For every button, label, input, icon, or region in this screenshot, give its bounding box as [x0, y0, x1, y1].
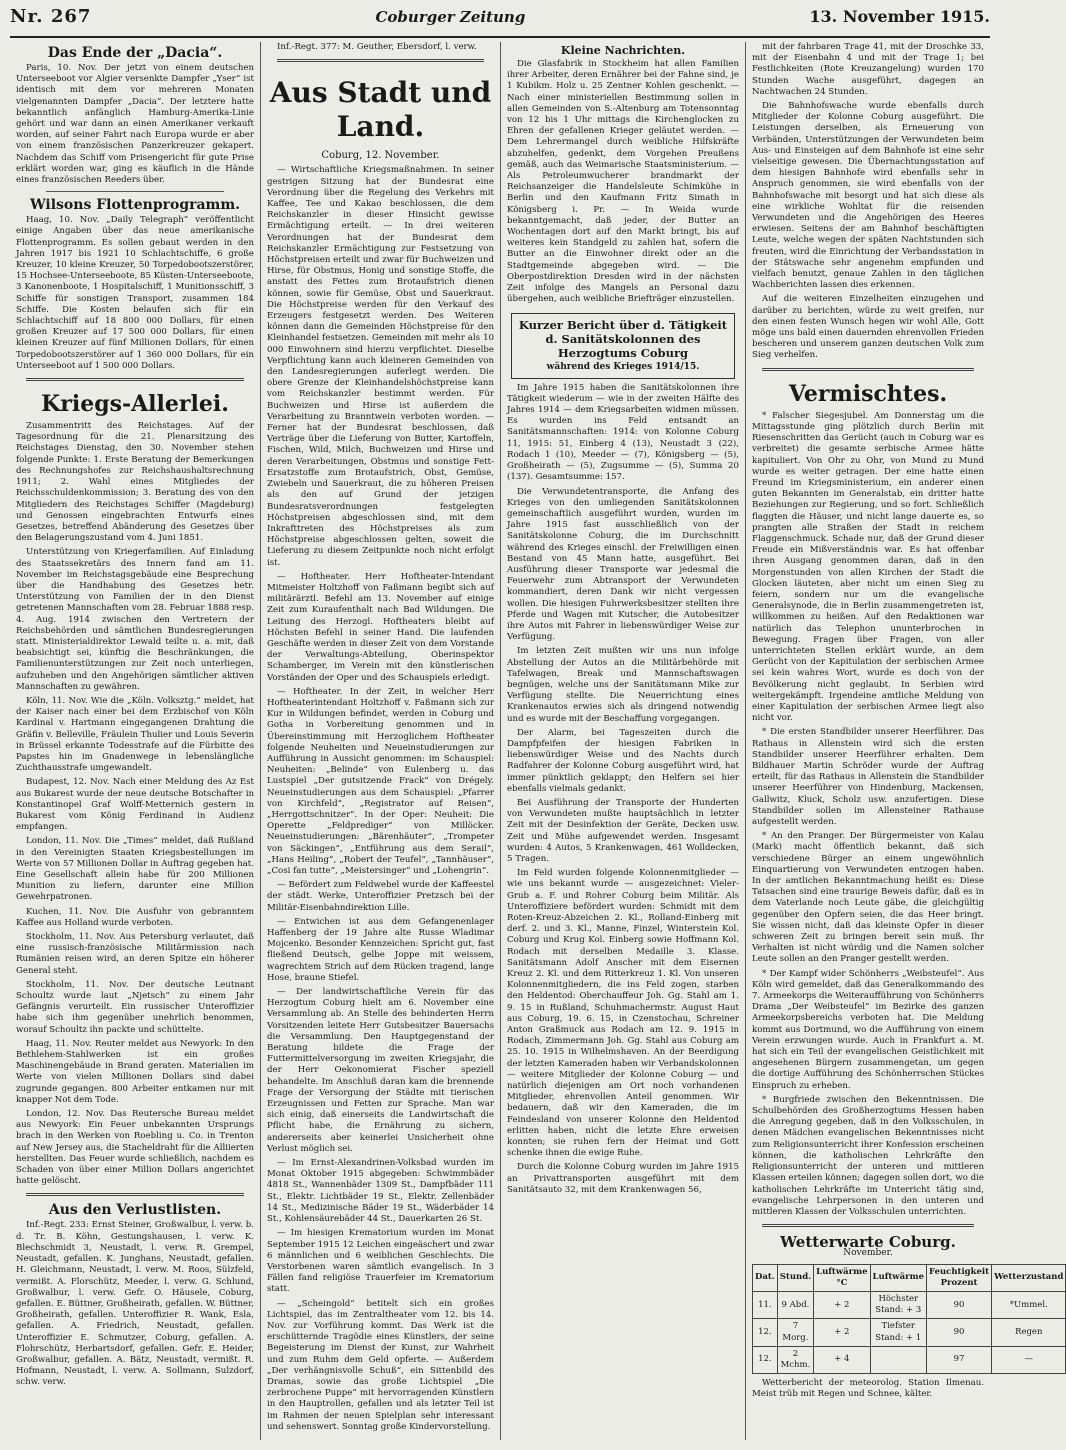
weather-cell: 7 Morg.: [777, 1319, 813, 1346]
columns: [10, 42, 1064, 1440]
report-continuation: Die Bahnhofswache wurde ebenfalls durch Mitglieder der Kolonne Coburg ausgeführt. Die Leistungen derselben, als Erneuerung von Verbänden, Unterstützungen der Verwundeten beim Aus- und Einsteigen auf dem Bahnhofe ist eine sehr vielseitige gewesen. Die Übernachtungsstation auf dem hiesigen Bahnhofe wird ebenfalls sehr in Anspruch genommen, sie wird ebenfalls von der Bahnhofswache mit besorgt und hat sich diese als eine wirkliche Wohltat für die reisenden Verwundeten und die Angehörigen des Heeres erwiesen. Seitens der am Bahnhof beschäftigten Leute, welche wegen der späten Nachtstunden sich freuten, wird die Einrichtung der Verbandsstation in der Stätswache sehr angenehm empfunden und vielfach benutzt, genaue Zahlen in den täglichen Wachberichten lassen dies erkennen.: [752, 101, 984, 291]
wilson-article: Haag, 10. Nov. „Daily Telegraph“ veröffentlicht einige Angaben über das neue amerikanische Flottenprogramm. Es sollen gebaut werden in den Jahren 1917 bis 1921 10 Schlachtschiffe, 6 große Kreuzer, 10 kleine Kreuzer, 50 Torpedobootszerstörer, 15 Hochsee-Unterseeboote, 85 Küsten-Unterseeboote, 3 Kanonenboote, 1 Hospitalschiff, 1 Munitionsschiff, 3 Schiffe für sonstigen Transport, zusammen 184 Schiffe. Die Kosten belaufen sich für ein Schlachtschiff auf 18 800 000 Dollars, für einen großen Kreuzer auf 17 500 000 Dollars, für einen kleinen Kreuzer auf fünf Millionen Dollars, für einen Torpedobootszerstörer auf 1 360 000 Dollars, für ein Unterseeboot auf 1 500 000 Dollars.: [16, 215, 254, 371]
separator: [762, 368, 974, 371]
separator: [26, 378, 244, 381]
report-paragraph: Die Verwundetentransporte, die Anfang des Krieges von den umliegenden Sanitätskolonnen gemeinschaftlich ausgeführt wurden, wurden im Jahre 1915 fast ausschließlich von der Sanitätskolonne Coburg, die im Durchschnitt während des Krieges einschl. der Freiwilligen einen Bestand von 45 Mann hatte, ausgeführt. Bei Ausführung dieser Transporte war jedesmal die Feuerwehr zum Abtransport der Verwundeten kommandiert, deren Dank wir nicht vergessen wollen. Die hiesigen Fuhrwerksbesitzer stellten ihre Pferde und Wagen mit Kutscher, die Autobesitzer ihre Autos mit Fahrer in liebenswürdiger Weise zur Verfügung.: [507, 486, 739, 643]
kleine-nachrichten-headline: Kleine Nachrichten.: [560, 44, 686, 57]
column-1: [10, 42, 260, 1440]
kriegs-item: London, 11. Nov. Die „Times“ meldet, daß Rußland in den Vereinigten Staaten Kriegsbestellungen im Werte von 57 Millionen Dollar in Auftrag gegeben hat. Eine Gesellschaft allein habe für 200 Millionen Munition zu liefern, darunter eine Million Gewehrpatronen.: [16, 836, 254, 903]
kleine-nachrichten-text: Die Glasfabrik in Stockheim hat allen Familien ihrer Arbeiter, deren Ernährer bei der Fahne sind, je 1 Kubikm. Holz u. 25 Zentner Kohlen geschenkt. — Nach einer ministeriellen Bestimmung sollen in allen Gemeinden von S.-Altenburg am Totensonntag von 12 bis 1 Uhr mittags die Kirchenglocken zu Ehren der gefallenen Krieger geläutet werden. — Dem Lehrermangel durch weibliche Hilfskräfte abzuhelfen, gedenkt, dem Vorgehen Preußens gemäß, auch das Weimarische Staatsministerium. — Als Petroleumwucherer brandmarkt der Reichsanzeiger die Handelsleute Schimkühe in Berlin und den Kaufmann Fritz Simath in Königsberg i. Pr. — In Weida wurde bekanntgemacht, daß jeder, der Butter an Wochentagen dort auf den Markt bringt, bis auf weiteres kein Standgeld zu zahlen hat, sofern die Butter an die Einwohner direkt oder an die Stadtgemeinde abgegeben wird. — Die Oberpostdirektion Dresden wird in der nächsten Zeit infolge des Mangels an Personal dazu übergehen, auch weibliche Briefträger einzustellen.: [507, 59, 739, 305]
weather-forecast: Wetterbericht der meteorolog. Station Ilmenau. Meist trüb mit Regen und Schnee, kälter.: [752, 1378, 984, 1400]
stadt-und-land-headline: Aus Stadt und Land.: [269, 76, 492, 144]
kriegs-item: Stockholm, 11. Nov. Aus Petersburg verlautet, daß eine russisch-französische Militärmission nach Rumänien reisen wird, an deren Spitze ein höherer General steht.: [16, 932, 254, 976]
sanitaet-report-title: Kurzer Bericht über d. Tätigkeit d. Sanitätskolonnen des Herzogtums Coburg: [518, 318, 728, 361]
weather-header-row: [753, 1264, 1066, 1291]
issue-number: Nr. 267: [10, 6, 92, 27]
verlustlisten-text: Inf.-Regt. 233: Ernst Steiner, Großwalbur, l. verw. b. d. Tr. B. Köhn, Gestungshausen, l. verw. K. Blechschmidt 3, Neustadt, l. verw. R. Grempel, Neustadt, gefallen. K. Junghans, Neustadt, gefallen. H. Gleichmann, Neustadt, l. verw. M. Roos, Sülzfeld, vermißt. A. Florschütz, Meeder, l. verw. G. Schlund, Großwalbur, l. verw. Gefr. O. Häusele, Coburg, gefallen. E. Büttner, Großheirath, gefallen. W. Büttner, Großheirath, gefallen. Unteroffizier R. Wank, Esla, gefallen. A. Friedrich, Neustadt, gefallen. Unteroffizier E. Schmutzer, Coburg, gefallen. A. Flohrschütz, Herbartsdorf, gefallen. Gefr. E. Heider, Großwalbur, gefallen. A. Bätz, Neustadt, vermißt. R. Hofmann, Neustadt, l. verw. A. Sollmann, Sulzdorf, schw. verw.: [16, 1220, 254, 1388]
table-row: [753, 1291, 1066, 1318]
report-paragraph: Im Feld wurden folgende Kolonnenmitglieder — wie uns bekannt wurde — ausgezeichnet: Vieler-Grub a. F. und Rohrer Coburg beim Militär. Als Unteroffiziere befördert wurden: Schmidt mit dem Roten-Kreuz-Abzeichen 2. Kl., Rolland-Einberg mit derf. 2. und 3. Kl., Manne, Finzel, Winterstein Kol. Coburg und Krug Kol. Einberg sowie Hoffmann Kol. Rodach mit derselben Medaille 3. Klasse. Sanitätsmann Adolf Anscher mit dem Eisernen Kreuz 2. Kl. und dem Ritterkreuz 1. Kl. Von unseren Kolonnenmitgliedern, die ins Feld zogen, starben den Heldentod: Oberchauffeur Joh. Gg. Stahl am 1. 9. 15 in Rußland, Schuhmachermstr. August Haut aus Coburg, 19. 6. 15, in Czenstochau, Schreiner Anton Graßmuck aus Rodach am 12. 9. 1915 in Rodach, Zimmermann Joh. Gg. Stahl aus Coburg am 25. 10. 1915 in Wilhelmshaven. An der Beerdigung der letzten Kameraden haben wir Verbandskolonnen — weitere Mitglieder der Kolonne Coburg — und natürlich diejenigen am Ort noch vorhandenen Mitglieder, ehrenvollen Anteil genommen. Wir bedauern, daß wir den Kameraden, die im Feindesland von unserer Kolonne den Heldentod erlitten haben, nicht die letzte Ehre erweisen konnten; sie ruhen fern der Heimat und Gott schenke ihnen die ewige Ruhe.: [507, 868, 739, 1159]
local-item: — Im Ernst-Alexandrinen-Volksbad wurden im Monat Oktober 1915 abgegeben: Schwimmbäder 4818 St., Wannenbäder 1309 St., Dampfbäder 111 St., Elektr. Lichtbäder 19 St., Elektr. Zellenbäder 14 St., Medizinische Bäder 19 St., Wäderbäder 14 St., Kohlensäurebäder 44 St., Dauerkarten 26 St.: [267, 1158, 494, 1225]
weather-cell: Regen: [992, 1319, 1066, 1346]
verlustlisten-headline: Aus den Verlustlisten.: [48, 1202, 222, 1219]
weather-header-cell: Feuchtigkeit Prozent: [927, 1264, 992, 1291]
kriegs-item: Haag, 11. Nov. Reuter meldet aus Newyork: In den Bethlehem-Stahlwerken ist ein großes Maschinengebäude in Brand geraten. Materialien im Werte von vielen Millionen Dollars sind dabei zugrunde gegangen. 800 Arbeiter entkamen nur mit knapper Not dem Tode.: [16, 1038, 254, 1105]
weather-cell: Höchster Stand: + 3: [870, 1291, 926, 1318]
weather-cell: 90: [927, 1319, 992, 1346]
local-item: — Hoftheater. In der Zeit, in welcher Herr Hoftheaterintendant Holtzhoff v. Faßmann sich zur Kur in Wildungen befindet, werden in Coburg und Gotha in Vorbereitung genommen und in Übereinstimmung mit Herzoglichem Hoftheater folgende Neuheiten und Neueinstudierungen zur Aufführung in Aussicht genommen: im Schauspiel: Neuheiten: „Belinde“ von Eulenberg u. das Lustspiel „Der gutsitzende Frack“ von Drégely. Neueinstudierungen aus dem Schauspiel: „Pfarrer von Kirchfeld“, „Registrator auf Reisen“, „Herrgottschnitzer“. In der Oper: Neuheit: Die Operette „Feldprediger“ von Millöcker. Neueinstudierungen: „Bärenhäuter“, „Trompeter von Säckingen“, „Entführung aus dem Serail“, „Hans Heiling“, „Robert der Teufel“, „Tannhäuser“, „Cosi fan tutte“, „Meistersinger“ und „Lohengrin“.: [267, 686, 494, 876]
report-continuation: Auf die weiteren Einzelheiten einzugehen und darüber zu berichten, würde zu weit greifen, nur den einen festen Wunsch hegen wir wohl Alle, Gott möge uns bald einen dauernden ehrenvollen Frieden bescheren und unserem ganzen deutschen Volk zum Sieg verhelfen.: [752, 294, 984, 361]
table-row: [753, 1346, 1066, 1373]
report-paragraph: Im letzten Zeit mußten wir uns nun infolge Abstellung der Autos an die Militärbehörde mit Tafelwagen, Break und Mannschaftswagen begnügen, welche uns der Sanitätsmann Mike zur Verfügung stellte. Die Neuerrichtung eines Krankenautos erwies sich als dringend notwendig und es wurde mit der Beschaffung vorgegangen.: [507, 646, 739, 724]
report-continuation: mit der fahrbaren Trage 41, mit der Droschke 33, mit der Eisenbahn 4 und mit der Trage 1; bei Festlichkeiten (Rote Kreuzangelung) wurden 170 Stunden Wache ausgeführt, dagegen an Nachtwachen 24 Stunden.: [752, 42, 984, 97]
dateline: Coburg, 12. November.: [321, 150, 440, 162]
weather-month: November.: [843, 1248, 893, 1259]
table-row: [753, 1319, 1066, 1346]
weather-cell: + 4: [814, 1346, 870, 1373]
report-paragraph: Der Alarm, bei Tageszeiten durch die Dampfpfeifen der hiesigen Fabriken in liebenswürdiger Weise und des Nachts durch Radfahrer der Kolonne Coburg ausgeführt wird, hat immer pünktlich geklappt; den Helfern sei hier ebenfalls vielmals gedankt.: [507, 727, 739, 794]
issue-date: 13. November 1915.: [809, 7, 990, 26]
local-item: — Entwichen ist aus dem Gefangenenlager Haffenberg der 19 Jahre alte Russe Wladimar Mojcenko. Besonder Kennzeichen: Spricht gut, fast fließend Deutsch, gelbe Joppe mit weissem, wagrechtem Strich auf dem Rücken tragend, lange Hose, braune Stiefel.: [267, 916, 494, 983]
weather-cell: 12.: [753, 1346, 778, 1373]
weather-cell: + 2: [814, 1319, 870, 1346]
weather-cell: 11.: [753, 1291, 778, 1318]
local-item: — „Scheingold“ betitelt sich ein großes Lichtspiel, das im Zentraltheater vom 12. bis 14. Nov. zur Vorführung kommt. Das Werk ist die erschütternde Tragödie eines Künstlers, der seine Begeisterung im Dienst der Kunst, zur Wahrheit und zum Ruhm dem Geld opferte. — Außerdem „Der verhängnisvolle Schuß“, ein Sittenbild des Dramas, sowie das große Lichtspiel „Die zerbrochene Puppe“ mit hervorragenden Künstlern in den Hauptrollen, gefallen und als letzter Teil ist im Rahmen der neuen Spielplan sehr interessant und sehenswert. Sonntag große Kindervorstellung.: [267, 1298, 494, 1432]
kriegs-allerlei-headline: Kriegs-Allerlei.: [41, 391, 229, 418]
weather-cell: 90: [927, 1291, 992, 1318]
weather-header-cell: Wetterzustand: [992, 1264, 1066, 1291]
misc-item: * Die ersten Standbilder unserer Heerführer. Das Rathaus in Allenstein wird sich die ersten Standbilder unserer Heerführer erhalten. Dem Bildhauer Martin Schröder wurde der Auftrag erteilt, für das Rathaus in Allenstein die Standbilder unserer Heerführer von Hindenburg, Mackensen, Gallwitz, Kluck, Scholz usw. anzufertigen. Diese Standbilder sollen im Allensteiner Rathause aufgestellt werden.: [752, 727, 984, 827]
misc-item: * An den Pranger. Der Bürgermeister von Kalau (Mark) macht öffentlich bekannt, daß sich verschiedene Bürger an einem ungewöhnlich Einquartierung von Verwundeten entzogen haben. In der amtlichen Bekanntmachung heißt es: Diese Tatsachen sind eine traurige Beweis dafür, daß es in dem Vaterlande noch Leute gäbe, die gleichgültig gegenüber den Opfern seien, die das Heer bringt. Sie wissen nicht, daß das kleinste Opfer in dieser schweren Zeit zu bringen bereit sein muß. Ihr Verhalten ist nicht würdig und die Namen solcher Leute sollen an den Pranger gestellt werden.: [752, 831, 984, 965]
separator: [277, 59, 484, 62]
paper-title: Coburger Zeitung: [375, 8, 526, 26]
dacia-headline: Das Ende der „Dacia“.: [47, 45, 223, 61]
misc-item: * Falscher Siegesjubel. Am Donnerstag um die Mittagsstunde ging plötzlich durch Berlin mit Riesenschritten das Gerücht (auch in Coburg war es verbreitet) die gesamte serbische Armee hätte kapituliert. Von Ohr zu Ohr, von Mund zu Mund wurde es weiter getragen. Der eine hatte einen Freund im Kriegsministerium, ein anderer einen guten Bekannten im Generalstab, ein dritter hatte Beziehungen zur Regierung, und so fort. Schließlich flaggten die Häuser, und nicht lange dauerte es, so prangten alle Straßen der Stadt in reichem Flaggenschmuck. Schade nur, daß der Grund dieser Freude ein Mißverständnis war. Es hat offenbar ihren Ausgang genommen daran, daß in den Morgenstunden von allen Kirchen der Stadt die Glocken läuteten, aber nicht um einen Sieg zu feiern, sondern nur um die evangelische Generalsynode, die in Berlin zusammengetreten ist, willkommen zu heißen. Auf den Redaktionen war natürlich das Telephon ununterbrochen in Bewegung. Fragen über Fragen, von aller unterrichteten Stellen erklärt wurde, an dem Gerücht von der Kapitulation der serbischen Armee sei kein wahres Wort, wurde es doch von der Bevölkerung nicht geglaubt. In Serbien wird weitergekämpft. Irgendeine amtliche Meldung von einer Kapitulation der serbischen Armee liegt also nicht vor.: [752, 410, 984, 724]
weather-cell: 2 Mchm.: [777, 1346, 813, 1373]
weather-table: [752, 1264, 1066, 1375]
weather-header-cell: Stund.: [777, 1264, 813, 1291]
wilson-headline: Wilsons Flottenprogramm.: [29, 197, 241, 214]
local-item: — Der landwirtschaftliche Verein für das Herzogtum Coburg hielt am 6. November eine Versammlung ab. An Stelle des behinderten Herrn Vorsitzenden leitete Herr Gutsbesitzer Bauersachs die Versammlung. Den Hauptgegenstand der Beratung bildete die Frage der Futtermittelversorgung im zweiten Kriegsjahr, die der Herr Oekonomierat Fischer speziell behandelte. Im Anschluß daran kam die brennende Frage der Versorgung der Städte mit tierischen Erzeugnissen und Fetten zur Sprache. Man war sich einig, daß einerseits die Landwirtschaft die Pflicht habe, die Ernährung zu sichern, andererseits aber keinerlei Unsicherheit ohne Verlust möglich sei.: [267, 987, 494, 1154]
kriegs-item: Zusammentritt des Reichstages. Auf der Tagesordnung für die 21. Plenarsitzung des Reichstages Dienstag, den 30. November stehen folgende Punkte: 1. Erste Beratung der Bemerkungen des Rechnungshofes zur Reichshaushaltsrechnung 1911; 2. Wahl eines Mitgliedes der Reichsschuldenkommission; 3. Beratung des von den Mitgliedern des Reichstages Schiffer (Magdeburg) und Genossen eingebrachten Entwurfs eines Gesetzes, betreffend Abänderung des Gesetzes über den Belagerungszustand vom 4. Juni 1851.: [16, 421, 254, 544]
kriegs-item: Unterstützung von Kriegerfamilien. Auf Einladung des Staatssekretärs des Innern fand am 11. November im Reichstagsgebäude eine Besprechung über die Handhabung des Gesetzes betr. Unterstützung von Familien der in den Dienst getretenen Mannschaften vom 28. Februar 1888 resp. 4. Aug. 1914 zwischen den Vertretern der Reichsbehörden und sämtlichen Bundesregierungen statt. Ministerialdirektor Lewald teilte u. a. mit, daß beabsichtigt sei, künftig die Beschränkungen, die Familienunterstützungen zur Zeit noch unterliegen, aufzuheben und den Angehörigen sämtlicher aktiven Mannschaften zu gewähren.: [16, 547, 254, 692]
weather-cell: 9 Abd.: [777, 1291, 813, 1318]
weather-header-cell: Dat.: [753, 1264, 778, 1291]
kriegs-item: London, 12. Nov. Das Reutersche Bureau meldet aus Newyork: Ein Feuer unbekannten Ursprungs brach in den Werken von Roebling u. Co. in Trenton auf New Jersey aus, die Stacheldraht für die Alliierten herstellten. Das Feuer wurde schließlich, nachdem es Schaden von über einer Million Dollars angerichtet hatte gelöscht.: [16, 1109, 254, 1187]
kriegs-item: Budapest, 12. Nov. Nach einer Meldung des Az Est aus Bukarest wurde der neue deutsche Botschafter in Konstantinopel Graf Wolff-Metternich gestern in Bukarest vom König Ferdinand in Audienz empfangen.: [16, 777, 254, 833]
misc-item: * Burgfriede zwischen den Bekenntnissen. Die Schulbehörden des Großherzogtums Hessen haben die Anregung gegeben, daß in den Volksschulen, in denen Mädchen evangelischen Bekenntnisses nicht zum Religionsunterricht ihrer Konfession erscheinen können, die katholischen Lehrkräfte den Religionsunterricht der unteren und mittleren Klassen erteilen können; dagegen sollen dort, wo die katholischen Lehrkräfte im Unterricht tätig sind, evangelische Lehrpersonen in den unteren und mittleren Klassen der Volksschulen unterrichten.: [752, 1094, 984, 1217]
sanitaet-report-subtitle: während des Krieges 1914/15.: [546, 362, 700, 373]
weather-header-cell: Luftwärme: [870, 1264, 926, 1291]
report-paragraph: Im Jahre 1915 haben die Sanitätskolonnen ihre Tätigkeit wiederum — wie in der zweiten Hälfte des Jahres 1914 — dem Kriegsarbeiten widmen müssen. Es wurden ins Feld entsandt an Sanitätsmannschaften: 1914: von Kolonne Coburg 11, 1915: 51, Einberg 4 (13), Neustadt 3 (22), Rodach 1 (10), Meeder — (7), Königsberg — (5), Großheirath — (5), Zugsumme — (5), Summa 20 (137). Gesamtsumme: 157.: [507, 382, 739, 483]
report-paragraph: Durch die Kolonne Coburg wurden im Jahre 1915 an Privattransporten ausgeführt mit dem Sanitätsauto 32, mit dem Krankenwagen 56,: [507, 1162, 739, 1195]
column-2: [260, 42, 500, 1440]
local-item: — Befördert zum Feldwebel wurde der Kaffeestel der städt. Werke, Unteroffizier Pretzsch bei der Militär-Eisenbahndirektion Lille.: [267, 880, 494, 913]
weather-cell: 12.: [753, 1319, 778, 1346]
verlust-continuation: Inf.-Regt. 377: M. Geuther, Ebersdorf, l. verw.: [277, 42, 477, 52]
masthead: [10, 6, 990, 38]
column-3: [500, 42, 745, 1440]
separator: [26, 1193, 244, 1196]
weather-cell: [870, 1346, 926, 1373]
separator: [46, 191, 224, 192]
local-item: — Wirtschaftliche Kriegsmaßnahmen. In seiner gestrigen Sitzung hat der Bundesrat eine Verordnung über die Regelung des Verkehrs mit Kaffee, Tee und Kakao beschlossen, die dem Reichskanzler in dieser Hinsicht gewisse Ermächtigung erteilt. — In drei weiteren Verordnungen hat der Bundesrat dem Reichskanzler Ermächtigung zur Festsetzung von Höchstpreisen erteilt und zwar für Buchweizen und Hirse, für Obstmus, Honig und sonstige Stoffe, die anstatt des Fettes zum Brotaufstrich dienen können, sowie für Gemüse, Obst und Sauerkraut. Die Höchstpreise werden für den Verkauf des Erzeugers festgesetzt werden. Des Weiteren können dann die Gemeinden Höchstpreise für den Kleinhandel festsetzen. Gemeinden mit mehr als 10 000 Einwohnern sind hierzu verpflichtet. Dieselbe Verpflichtung kann auch kleineren Gemeinden von den Landesregierungen auferlegt werden. Die obere Grenze der Kleinhandelshöchstpreise kann vom Reichskanzler bestimmt werden. Für Buchweizen und Hirse ist außerdem die Verarbeitung zu Branntwein verboten worden. — Ferner hat der Bundesrat beschlossen, daß Verträge über die Lieferung von Butter, Kartoffeln, Fischen, Wild, Milch, Buchweizen und Hirse und deren Verarbeitungen, Obstmus und sonstige Fett-Ersatzstoffe zum Brotaufstrich, Obst, Gemüse, Zwiebeln und Sauerkraut, die zu höheren Preisen als den auf Grund der jetzigen Bundesratsverordnungen festgelegten Höchstpreisen abgeschlossen sind, mit dem Inkrafttreten des Höchstpreises als zum Höchstpreise abgeschlossen gelten, soweit die Lieferung zu diesem Zeitpunkte noch nicht erfolgt ist.: [267, 165, 494, 568]
weather-cell: Tiefster Stand: + 1: [870, 1319, 926, 1346]
kriegs-item: Kuchen, 11. Nov. Die Ausfuhr von gebranntem Kaffee aus Holland wurde verboten.: [16, 906, 254, 928]
local-item: — Hoftheater. Herr Hoftheater-Intendant Mitmeister Holtzhoff von Faßmann begibt sich auf militärärztl. Befehl am 13. November auf einige Zeit zum Kuraufenthalt nach Bad Wildungen. Die Leitung des Herzogl. Hoftheaters bleibt auf Höchsten Befehl in seiner Hand. Die laufenden Geschäfte werden in dieser Zeit von dem Vorstande der Verwaltungs-Abteilung, Oberinspektor Schamberger, im Verein mit den künstlerischen Vorständen der Oper und des Schauspiels erledigt.: [267, 571, 494, 683]
kriegs-item: Köln, 11. Nov. Wie die „Köln. Volksztg.“ meldet, hat der Kaiser nach einer bei dem Erzbischof von Köln Kardinal v. Hartmann eingegangenen Drahtung die Gräfin v. Belleville, Fräulein Thulier und Louis Severin in Brüssel erkannte Todesstrafe auf die Fürbitte des Papstes hin im Gnadenwege in lebenslängliche Zuchthausstrafe umgewandelt.: [16, 695, 254, 774]
report-paragraph: Bei Ausführung der Transporte der Hunderten von Verwundeten mußte hauptsächlich in letzter Zeit mit der Desinfektion der Geräte, Decken usw. Zeit und Mühe aufgewendet werden. Insgesamt wurden: 4 Autos, 5 Krankenwagen, 461 Wolldecken, 5 Tragen.: [507, 797, 739, 864]
weather-headline: Wetterwarte Coburg.: [780, 1233, 956, 1252]
local-item: — Im hiesigen Krematorium wurden im Monat September 1915 12 Leichen eingeäschert und zwar 6 männlichen und 6 weiblichen Geschlechts. Die Verstorbenen waren sämtlich evangelisch. In 3 Fällen fand religiöse Trauerfeier im Krematorium statt.: [267, 1228, 494, 1295]
vermischtes-headline: Vermischtes.: [788, 380, 948, 407]
weather-cell: —: [992, 1346, 1066, 1373]
weather-cell: *Ummel.: [992, 1291, 1066, 1318]
misc-item: * Der Kampf wider Schönherrs „Weibsteufel“. Aus Köln wird gemeldet, daß das Generalkommando des 7. Armeekorps die Weiteraufführung von Schönherrs Drama „Der Weibsteufel“ im Bezirke des ganzen Armeekorpsbereichs verboten hat. Die Meldung kommt aus Dortmund, wo die Aufführung von einem Verein erzwungen wurde. Auch in Frankfurt a. M. hat sich ein Teil der evangelischen Geistlichkeit mit angesehenen Bürgern zusammengetan, um gegen die dortige Aufführung des Schönherrschen Stückes Einspruch zu erheben.: [752, 968, 984, 1091]
sanitaet-report-headline-box: [511, 313, 735, 378]
weather-cell: 97: [927, 1346, 992, 1373]
separator: [762, 1224, 974, 1227]
weather-cell: + 2: [814, 1291, 870, 1318]
dacia-article: Paris, 10. Nov. Der jetzt von einem deutschen Unterseeboot vor Algier versenkte Dampfer „Yser“ ist identisch mit dem vor mehreren Monaten vielgenannten Dampfer „Dacia“. Der letztere hatte bekanntlich anfänglich Hamburg-Amerika-Linie gehört und war dann an einen Amerikaner verkauft worden, auf seiner Fahrt nach Europa wurde er aber von einem französischen Panzerkreuzer gekapert. Nachdem das Schiff vom Prisengericht für gute Prise erklärt worden war, ging es käuflich in die Hände eines französischen Reeders über.: [16, 63, 254, 186]
kriegs-item: Stockholm, 11. Nov. Der deutsche Leutnant Schoultz wurde laut „Njetsch“ zu einem Jahr Gefängnis verurteilt. Ein russischer Unteroffizier habe sich ihm gegenüber unehrlich benommen, worauf Schoultz ihn packte und schüttelte.: [16, 979, 254, 1035]
weather-header-cell: Luftwärme °C: [814, 1264, 870, 1291]
column-4: [745, 42, 1064, 1440]
